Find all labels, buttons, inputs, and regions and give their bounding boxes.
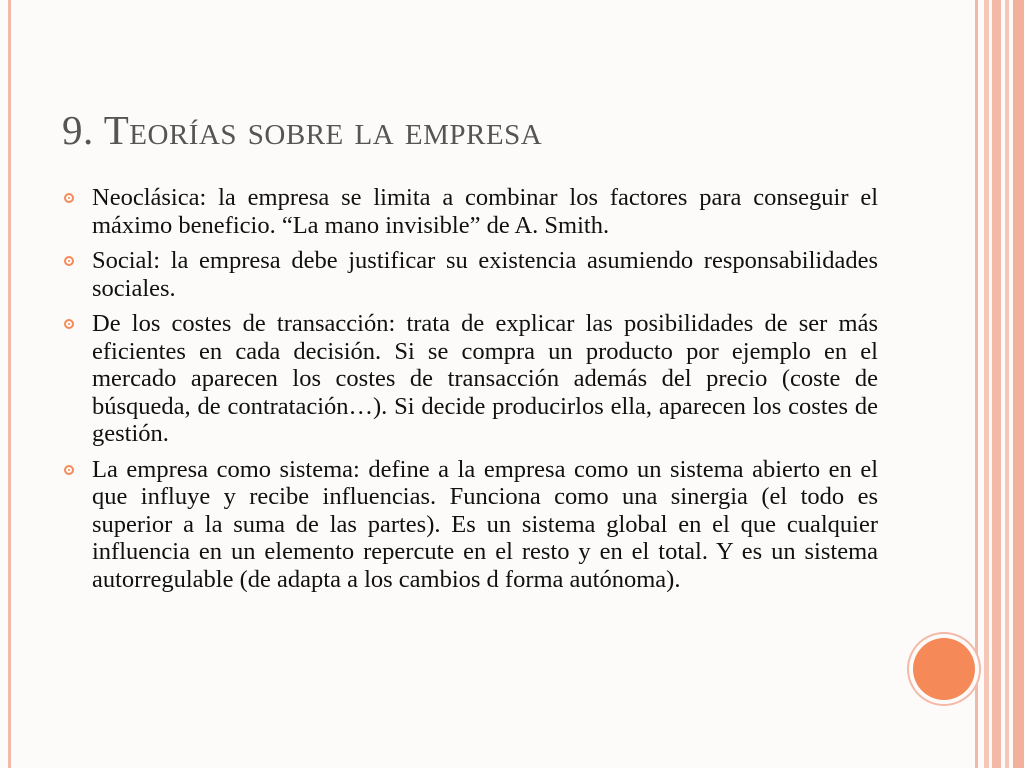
decorative-stripe	[984, 0, 989, 768]
bullet-icon	[64, 193, 74, 203]
list-item	[64, 456, 878, 594]
decorative-stripe	[992, 0, 1001, 768]
bullet-text: De los costes de transacción: trata de explicar las posibilidades de ser más eficientes en cada decisión. Si se compra un producto por ejemplo en el mercado aparecen los costes de transacción además del precio (coste de búsqueda, de contratación…). Si decide producirlos ella, aparecen los costes de gestión.	[92, 310, 878, 447]
bullet-icon	[64, 319, 74, 329]
accent-circle	[913, 638, 975, 700]
bullet-icon	[64, 256, 74, 266]
list-item	[64, 184, 878, 239]
list-item	[64, 247, 878, 302]
bullet-list	[64, 184, 878, 601]
bullet-text: Social: la empresa debe justificar su existencia asumiendo responsabilidades sociales.	[92, 247, 878, 302]
list-item	[64, 310, 878, 448]
bullet-text: La empresa como sistema: define a la empresa como un sistema abierto en el que influye y recibe influencias. Funciona como una sinergia (el todo es superior a la suma de las partes). Es un sistema global en el que cualquier influencia en un elemento repercute en el resto y en el total. Y es un sistema autorregulable (de adapta a los cambios d forma autónoma).	[92, 455, 878, 593]
bullet-icon	[64, 465, 74, 475]
slide-title: 9. Teorías sobre la empresa	[62, 107, 543, 153]
decorative-stripe	[1013, 0, 1024, 768]
decorative-stripe	[1005, 0, 1009, 768]
bullet-text: Neoclásica: la empresa se limita a combinar los factores para conseguir el máximo beneficio. “La mano invisible” de A. Smith.	[92, 184, 878, 239]
